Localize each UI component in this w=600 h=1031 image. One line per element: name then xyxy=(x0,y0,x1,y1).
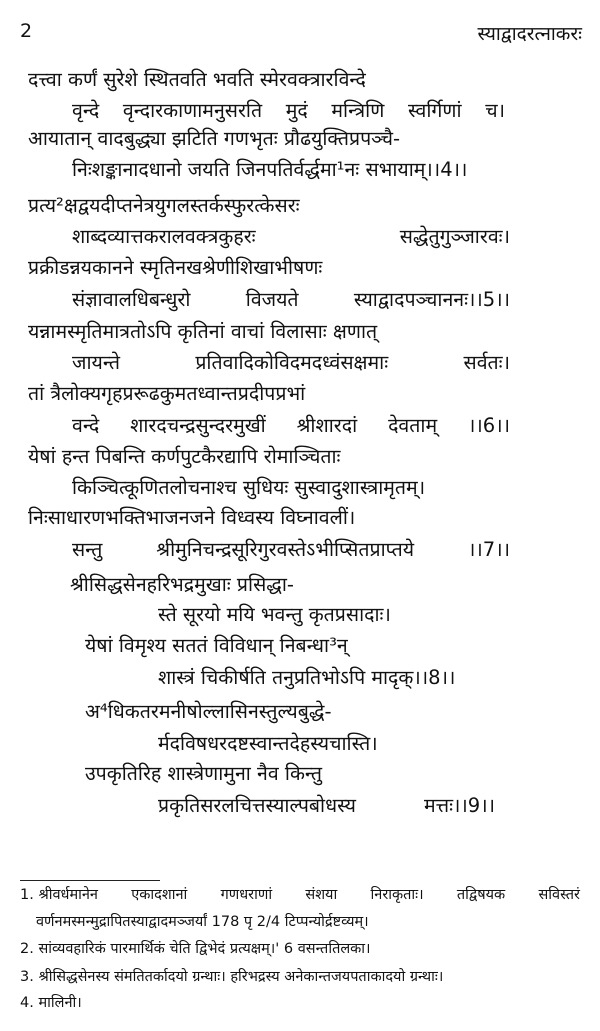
verse-word: विजयते xyxy=(245,288,299,311)
verse-word: श्रीशारदां xyxy=(296,414,358,437)
verse-word: उपकृतिरिह शास्त्रेणामुना नैव किन्तु xyxy=(85,762,323,785)
verse-line xyxy=(28,384,305,404)
verse-line xyxy=(158,796,495,816)
verse-line xyxy=(28,508,355,528)
verse-line xyxy=(70,575,294,595)
verse-word: निःसाधारणभक्तिभाजनजने विध्वस्य विघ्नावलीं। xyxy=(28,506,356,529)
verse-line xyxy=(72,160,467,180)
verse-line xyxy=(85,764,322,784)
verse-word: किञ्चित्कूणितलोचनाश्च सुधियः सुस्वादुशास्त्रामृतम्। xyxy=(72,476,426,499)
verse-line xyxy=(72,101,505,121)
verse-line xyxy=(85,702,331,722)
verse-word: प्रत्य²क्षद्वयदीप्तनेत्रयुगलस्तर्कस्फुरत्केसरः xyxy=(28,194,300,217)
verse-word: स्वर्गिणां xyxy=(407,99,462,122)
verse-word: शाब्दव्यात्तकरालवक्त्रकुहरः xyxy=(72,225,256,248)
verse-line xyxy=(28,129,400,149)
footnote-2: 2. सांव्यवहारिकं पारमार्थिकं चेति द्विभेदं प्रत्यक्षम्।' 6 वसन्ततिलका। xyxy=(20,941,371,957)
verse-word: येषां विमृश्य सततं विविधान् निबन्धा³न् xyxy=(85,634,348,657)
footnote-word: निराकृताः। xyxy=(370,887,424,903)
verse-line xyxy=(72,540,510,560)
verse-word: र्मदविषधरदष्टस्वान्तदेहस्य xyxy=(158,732,330,755)
verse-word: सद्धेतुगुञ्जारवः। xyxy=(399,225,510,248)
verse-line xyxy=(28,447,341,467)
verse-line xyxy=(28,196,300,216)
verse-line xyxy=(85,636,348,656)
verse-line xyxy=(28,322,377,342)
footnote-word: गणधराणां xyxy=(220,887,273,903)
verse-word: येषां हन्त पिबन्ति कर्णपुटकैरद्यापि रोमाञ्चिताः xyxy=(28,445,341,468)
verse-line xyxy=(72,416,510,436)
verse-line xyxy=(28,70,366,90)
verse-word: देवताम् xyxy=(388,414,438,437)
verse-word: शारदचन्द्रसुन्दरमुखीं xyxy=(130,414,266,437)
footnote-4: 4. मालिनी। xyxy=(20,995,82,1011)
verse-word: वृन्दारकाणामनुसरति xyxy=(122,99,263,122)
verse-line xyxy=(72,353,510,373)
verse-word: श्रीमुनिचन्द्रसूरिगुरवस्तेऽभीप्सितप्राप्तये xyxy=(156,538,415,561)
verse-word: स्याद्वादपञ्चाननः।।5।। xyxy=(353,288,510,311)
footnote-1-continued: वर्णनमस्मन्मुद्रापितस्याद्वादमञ्जर्यां 178 पृ 2/4 टिप्पन्योर्द्रष्टव्यम्। xyxy=(36,914,369,930)
verse-word: प्रकृतिसरलचित्तस्याल्पबोधस्य xyxy=(158,794,356,817)
verse-word: मन्त्रिणि xyxy=(331,99,385,122)
footnote-1 xyxy=(20,888,580,903)
verse-word: मुदं xyxy=(285,99,308,122)
verse-word: अ⁴धिकतरमनीषोल्लासिनस्तुल्यबुद्धे- xyxy=(85,700,332,723)
verse-word: ।।7।। xyxy=(468,538,510,561)
verse-line xyxy=(72,290,510,310)
footnote-word: संशया xyxy=(305,887,338,903)
verse-word: वन्दे xyxy=(72,414,100,437)
verse-word: दत्त्वा कर्णं सुरेशे स्थितवति भवति स्मेरवक्त्रारविन्दे xyxy=(28,68,366,91)
verse-word: सर्वतः। xyxy=(463,351,510,374)
verse-word: संज्ञावालधिबन्धुरो xyxy=(72,288,191,311)
verse-line xyxy=(158,668,455,688)
running-title: स्याद्वादरत्नाकरः xyxy=(477,23,582,45)
verse-line xyxy=(72,478,425,498)
verse-word: जायन्ते xyxy=(72,351,120,374)
verse-word: यन्नामस्मृतिमात्रतोऽपि कृतिनां वाचां विलासाः क्षणात् xyxy=(28,320,378,343)
verse-word: निःशङ्कानादधानो जयति जिनपतिर्वर्द्धमा¹नः सभायाम्।।4।। xyxy=(72,158,468,181)
footnote-word: सविस्तरं xyxy=(538,887,580,903)
verse-word: तां त्रैलोक्यगृहप्ररूढकुमतध्वान्तप्रदीपप्रभां xyxy=(28,382,306,405)
verse-word: शास्त्रं चिकीर्षति तनुप्रतिभोऽपि मादृक्।।8।। xyxy=(158,666,456,689)
footnote-3: 3. श्रीसिद्धसेनस्य संमतितर्कादयो ग्रन्थाः। हरिभद्रस्य अनेकान्तजयपताकादयो ग्रन्थाः। xyxy=(20,969,444,985)
verse-line xyxy=(28,258,322,278)
verse-line xyxy=(158,734,378,754)
footnote-rule xyxy=(20,880,160,881)
footnote-word: तद्विषयक xyxy=(456,887,506,903)
verse-word: ।।6।। xyxy=(468,414,510,437)
verse-word: श्रीसिद्धसेनहरिभद्रमुखाः प्रसिद्धा- xyxy=(70,573,294,596)
verse-word: चास्ति। xyxy=(329,732,378,755)
verse-word: मत्तः।।9।। xyxy=(423,794,495,817)
footnote-word: एकादशानां xyxy=(131,887,188,903)
verse-word: च। xyxy=(485,99,505,122)
page-number: 2 xyxy=(20,20,33,42)
verse-line xyxy=(158,605,391,625)
verse-word: आयातान् वादबुद्ध्या झटिति गणभृतः प्रौढयुक्तिप्रपञ्चै- xyxy=(28,127,401,150)
verse-word: प्रतिवादिकोविदमदध्वंसक्षमाः xyxy=(195,351,389,374)
verse-line xyxy=(72,227,510,247)
verse-word: वृन्दे xyxy=(72,99,100,122)
verse-word: सन्तु xyxy=(72,538,103,561)
footnote-word: 1. श्रीवर्धमानेन xyxy=(20,887,98,903)
verse-word: स्ते सूरयो मयि भवन्तु कृतप्रसादाः। xyxy=(158,603,391,626)
verse-word: प्रक्रीडन्नयकानने स्मृतिनखश्रेणीशिखाभीषणः xyxy=(28,256,323,279)
